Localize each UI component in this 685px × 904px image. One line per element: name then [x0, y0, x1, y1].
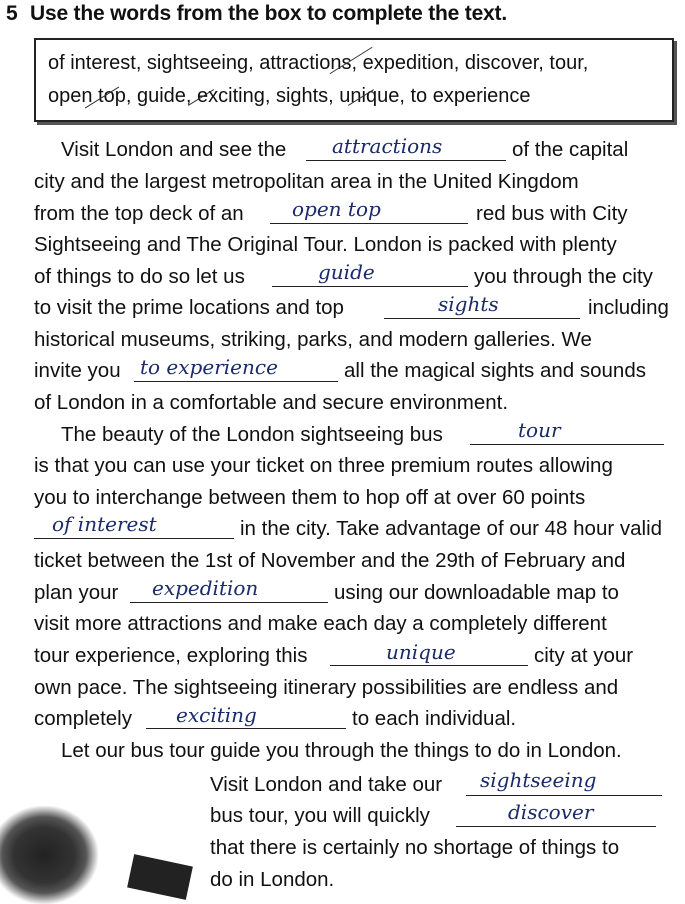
- text-line: to visit the prime locations and top: [34, 296, 344, 319]
- answer-blank[interactable]: [134, 381, 338, 382]
- text-line: is that you can use your ticket on three premium routes allowing: [34, 454, 613, 477]
- text-line: city at your: [534, 644, 634, 667]
- text-line: Sightseeing and The Original Tour. London is packed with plenty: [34, 233, 617, 256]
- exercise-heading: [6, 2, 507, 26]
- ink-blot: [0, 806, 98, 904]
- word-box: [34, 38, 674, 122]
- text-line: in the city. Take advantage of our 48 hour valid: [240, 517, 663, 540]
- text-line: own pace. The sightseeing itinerary possibilities are endless and: [34, 676, 619, 699]
- answer-text: sights: [438, 292, 499, 316]
- text-line: of things to do so let us: [34, 265, 245, 288]
- answer-blank[interactable]: [34, 538, 234, 539]
- answer-text: exciting: [176, 703, 257, 727]
- ink-blot: [127, 854, 193, 900]
- text-line: city and the largest metropolitan area in the United Kingdom: [34, 170, 579, 193]
- exercise-instruction: Use the words from the box to complete the text.: [30, 2, 507, 25]
- answer-text: discover: [508, 800, 594, 824]
- text-line: tour experience, exploring this: [34, 644, 308, 667]
- text-line: do in London.: [210, 868, 335, 891]
- answer-blank[interactable]: [330, 665, 528, 666]
- text-line: of London in a comfortable and secure environment.: [34, 391, 509, 414]
- text-line: all the magical sights and sounds: [344, 359, 646, 382]
- answer-blank[interactable]: [272, 286, 468, 287]
- text-line: red bus with City: [476, 202, 628, 225]
- answer-blank[interactable]: [466, 795, 662, 796]
- text-line: to each individual.: [352, 707, 517, 730]
- answer-text: attractions: [332, 134, 443, 158]
- text-line: invite you: [34, 359, 121, 382]
- text-line: including: [588, 296, 669, 319]
- answer-blank[interactable]: [384, 318, 580, 319]
- answer-blank[interactable]: [146, 728, 346, 729]
- answer-text: tour: [518, 418, 561, 442]
- answer-text: open top: [292, 197, 381, 221]
- text-line: you to interchange between them to hop off at over 60 points: [34, 486, 586, 509]
- text-line: completely: [34, 707, 132, 730]
- text-line: using our downloadable map to: [334, 581, 619, 604]
- text-line: ticket between the 1st of November and the 29th of February and: [34, 549, 626, 572]
- answer-text: expedition: [152, 576, 259, 600]
- text-line: you through the city: [474, 265, 653, 288]
- text-line: bus tour, you will quickly: [210, 804, 430, 827]
- text-line: historical museums, striking, parks, and modern galleries. We: [34, 328, 592, 351]
- exercise-number: 5: [6, 2, 18, 25]
- answer-text: of interest: [52, 512, 157, 536]
- answer-blank[interactable]: [130, 602, 328, 603]
- text-line: Let our bus tour guide you through the things to do in London.: [61, 739, 622, 762]
- answer-blank[interactable]: [470, 444, 664, 445]
- answer-blank[interactable]: [306, 160, 506, 161]
- text-line: The beauty of the London sightseeing bus: [61, 423, 443, 446]
- text-line: plan your: [34, 581, 119, 604]
- answer-text: guide: [318, 260, 375, 284]
- answer-text: sightseeing: [480, 768, 597, 792]
- text-line: of the capital: [512, 138, 629, 161]
- text-line: Visit London and take our: [210, 773, 443, 796]
- text-line: visit more attractions and make each day a completely different: [34, 612, 607, 635]
- answer-blank[interactable]: [270, 223, 468, 224]
- text-line: Visit London and see the: [61, 138, 287, 161]
- word-box-line-2: open top, guide, exciting, sights, unique, to experience: [48, 85, 531, 107]
- text-line: from the top deck of an: [34, 202, 244, 225]
- answer-text: to experience: [140, 355, 278, 379]
- text-line: that there is certainly no shortage of things to: [210, 836, 620, 859]
- word-box-line-1: of interest, sightseeing, attractions, expedition, discover, tour,: [48, 52, 589, 74]
- answer-text: unique: [386, 640, 456, 664]
- answer-blank[interactable]: [456, 826, 656, 827]
